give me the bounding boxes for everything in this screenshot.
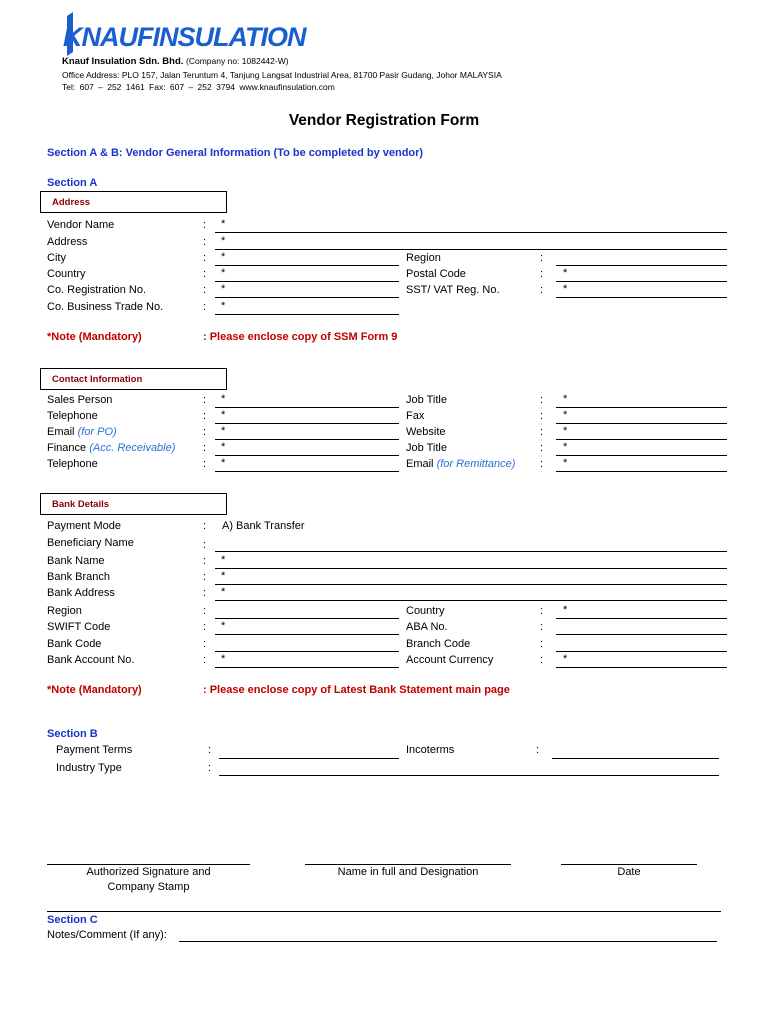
- note-mandatory-label: *Note (Mandatory): [47, 331, 142, 343]
- email-po-suffix: (for PO): [77, 426, 117, 438]
- country-label: Country: [47, 268, 86, 280]
- fax-label: Fax: [406, 410, 425, 422]
- industry-type-field[interactable]: [219, 775, 719, 776]
- required-star: *: [221, 554, 226, 566]
- colon: :: [203, 587, 207, 599]
- telephone-2-field[interactable]: [215, 471, 399, 472]
- payment-mode-label: Payment Mode: [47, 520, 121, 532]
- company-name-line: [62, 56, 289, 67]
- bank-note-label: *Note (Mandatory): [47, 684, 142, 696]
- required-star: *: [563, 409, 568, 421]
- co-business-trade-field[interactable]: [215, 314, 399, 315]
- job-title-2-field[interactable]: [556, 455, 727, 456]
- bank-account-no-field[interactable]: [215, 667, 399, 668]
- payment-terms-field[interactable]: [219, 758, 399, 759]
- required-star: *: [221, 586, 226, 598]
- country-field[interactable]: [215, 281, 399, 282]
- colon: :: [208, 744, 212, 756]
- city-label: City: [47, 252, 66, 264]
- region-field[interactable]: [556, 265, 727, 266]
- colon: :: [540, 442, 544, 454]
- industry-type-label: Industry Type: [56, 762, 122, 774]
- section-c-divider: [47, 911, 721, 912]
- swift-code-field[interactable]: [215, 634, 399, 635]
- payment-terms-label: Payment Terms: [56, 744, 133, 756]
- swift-code-label: SWIFT Code: [47, 621, 111, 633]
- required-star: *: [221, 235, 226, 247]
- branch-code-field[interactable]: [556, 651, 727, 652]
- co-business-trade-label: Co. Business Trade No.: [47, 301, 164, 313]
- company-address: Office Address: PLO 157, Jalan Teruntum 4, Tanjung Langsat Industrial Area, 81700 Pasir Gudang, Johor MALAYSIA: [62, 70, 502, 80]
- colon: :: [536, 744, 540, 756]
- incoterms-label: Incoterms: [406, 744, 455, 756]
- colon: :: [540, 654, 544, 666]
- colon: :: [203, 394, 207, 406]
- bank-address-label: Bank Address: [47, 587, 115, 599]
- required-star: *: [221, 653, 226, 665]
- colon: :: [203, 426, 207, 438]
- required-star: *: [563, 425, 568, 437]
- logo-text: KNAUFINSULATION: [63, 22, 306, 52]
- required-star: *: [221, 570, 226, 582]
- required-star: *: [563, 441, 568, 453]
- bank-region-label: Region: [47, 605, 82, 617]
- required-star: *: [563, 267, 568, 279]
- contact-box-label: Contact Information: [52, 374, 143, 385]
- telephone-field[interactable]: [215, 423, 399, 424]
- colon: :: [203, 539, 207, 551]
- sst-vat-label: SST/ VAT Reg. No.: [406, 284, 500, 296]
- colon: :: [203, 520, 207, 532]
- colon: :: [203, 442, 207, 454]
- job-title-field[interactable]: [556, 407, 727, 408]
- page-title: Vendor Registration Form: [288, 112, 480, 129]
- colon: :: [540, 284, 544, 296]
- postal-code-field[interactable]: [556, 281, 727, 282]
- company-no: (Company no: 1082442-W): [186, 56, 289, 66]
- required-star: *: [221, 409, 226, 421]
- finance-label: Finance: [47, 442, 87, 454]
- colon: :: [203, 268, 207, 280]
- required-star: *: [221, 251, 226, 263]
- section-c-heading: Section C: [47, 914, 98, 926]
- bank-country-field[interactable]: [556, 618, 727, 619]
- colon: :: [203, 252, 207, 264]
- aba-no-field[interactable]: [556, 634, 727, 635]
- email-remittance-suffix: (for Remittance): [436, 458, 516, 470]
- colon: :: [540, 252, 544, 264]
- telephone-2-label: Telephone: [47, 458, 98, 470]
- bank-name-label: Bank Name: [47, 555, 105, 567]
- required-star: *: [221, 218, 226, 230]
- incoterms-field[interactable]: [552, 758, 719, 759]
- bank-region-field[interactable]: [215, 618, 399, 619]
- email-remittance-field[interactable]: [556, 471, 727, 472]
- required-star: *: [563, 283, 568, 295]
- colon: :: [203, 301, 207, 313]
- address-box-label: Address: [52, 197, 91, 208]
- branch-code-label: Branch Code: [406, 638, 471, 650]
- colon: :: [540, 426, 544, 438]
- colon: :: [208, 762, 212, 774]
- required-star: *: [221, 425, 226, 437]
- bank-name-field[interactable]: [215, 568, 727, 569]
- postal-code-label: Postal Code: [406, 268, 466, 280]
- required-star: *: [221, 283, 226, 295]
- job-title-label: Job Title: [406, 394, 447, 406]
- bank-country-label: Country: [406, 605, 445, 617]
- email-2-label: Email: [406, 458, 434, 470]
- required-star: *: [563, 604, 568, 616]
- colon: :: [540, 621, 544, 633]
- date-caption: Date: [617, 866, 641, 878]
- address-box: [40, 191, 227, 213]
- email-po-label: [47, 426, 117, 438]
- colon: :: [203, 458, 207, 470]
- required-star: *: [221, 267, 226, 279]
- vendor-name-field[interactable]: [215, 232, 727, 233]
- name-designation-line[interactable]: [305, 864, 511, 865]
- required-star: *: [221, 620, 226, 632]
- required-star: *: [221, 457, 226, 469]
- contact-information-box: [40, 368, 227, 390]
- section-ab-heading: Section A & B: Vendor General Information (To be completed by vendor): [47, 147, 424, 159]
- signature-caption-1: Authorized Signature and: [86, 866, 211, 878]
- website-field[interactable]: [556, 439, 727, 440]
- colon: :: [203, 555, 207, 567]
- colon: :: [203, 654, 207, 666]
- email-label: Email: [47, 426, 75, 438]
- required-star: *: [221, 441, 226, 453]
- beneficiary-name-field[interactable]: [215, 551, 727, 552]
- payment-mode-value: A) Bank Transfer: [222, 520, 305, 532]
- aba-no-label: ABA No.: [406, 621, 448, 633]
- telephone-label: Telephone: [47, 410, 98, 422]
- colon: :: [540, 268, 544, 280]
- colon: :: [540, 394, 544, 406]
- knauf-insulation-logo: [62, 12, 306, 58]
- email-remittance-label-group: [406, 458, 515, 470]
- colon: :: [203, 605, 207, 617]
- bank-box-label: Bank Details: [52, 499, 110, 510]
- co-registration-label: Co. Registration No.: [47, 284, 147, 296]
- colon: :: [203, 571, 207, 583]
- required-star: *: [563, 393, 568, 405]
- bank-details-box: [40, 493, 227, 515]
- bank-branch-label: Bank Branch: [47, 571, 110, 583]
- region-label: Region: [406, 252, 441, 264]
- fax-field[interactable]: [556, 423, 727, 424]
- colon: :: [540, 410, 544, 422]
- notes-comment-label: Notes/Comment (If any):: [47, 929, 167, 941]
- sales-person-label: Sales Person: [47, 394, 113, 406]
- co-registration-field[interactable]: [215, 297, 399, 298]
- vendor-name-label: Vendor Name: [47, 219, 115, 231]
- bank-address-field[interactable]: [215, 600, 727, 601]
- required-star: *: [221, 300, 226, 312]
- bank-note-text: : Please enclose copy of Latest Bank Statement main page: [203, 684, 510, 696]
- address-field[interactable]: [215, 249, 727, 250]
- note-mandatory-text: : Please enclose copy of SSM Form 9: [203, 331, 398, 343]
- beneficiary-name-label: Beneficiary Name: [47, 537, 134, 549]
- required-star: *: [563, 457, 568, 469]
- website-label: Website: [406, 426, 446, 438]
- colon: :: [203, 219, 207, 231]
- finance-field[interactable]: [215, 455, 399, 456]
- name-designation-caption: Name in full and Designation: [337, 866, 479, 878]
- colon: :: [203, 410, 207, 422]
- sst-vat-field[interactable]: [556, 297, 727, 298]
- bank-code-label: Bank Code: [47, 638, 102, 650]
- job-title-2-label: Job Title: [406, 442, 447, 454]
- required-star: *: [563, 653, 568, 665]
- date-line[interactable]: [561, 864, 697, 865]
- signature-caption-2: Company Stamp: [107, 881, 190, 893]
- sales-person-field[interactable]: [215, 407, 399, 408]
- colon: :: [540, 638, 544, 650]
- bank-account-no-label: Bank Account No.: [47, 654, 135, 666]
- address-label: Address: [47, 236, 88, 248]
- colon: :: [203, 284, 207, 296]
- bank-branch-field[interactable]: [215, 584, 727, 585]
- section-a-heading: Section A: [47, 177, 98, 189]
- notes-comment-field[interactable]: [179, 941, 717, 942]
- signature-line[interactable]: [47, 864, 250, 865]
- colon: :: [203, 638, 207, 650]
- finance-suffix: (Acc. Receivable): [89, 442, 176, 454]
- colon: :: [540, 605, 544, 617]
- bank-code-field[interactable]: [215, 651, 399, 652]
- required-star: *: [221, 393, 226, 405]
- colon: :: [203, 236, 207, 248]
- finance-label-group: [47, 442, 175, 454]
- city-field[interactable]: [215, 265, 399, 266]
- account-currency-label: Account Currency: [406, 654, 494, 666]
- colon: :: [203, 621, 207, 633]
- account-currency-field[interactable]: [556, 667, 727, 668]
- section-b-heading: Section B: [47, 728, 98, 740]
- colon: :: [540, 458, 544, 470]
- company-contact: Tel: 607 – 252 1461 Fax: 607 – 252 3794 www.knaufinsulation.com: [62, 82, 335, 92]
- email-po-field[interactable]: [215, 439, 399, 440]
- company-name: Knauf Insulation Sdn. Bhd.: [62, 56, 184, 67]
